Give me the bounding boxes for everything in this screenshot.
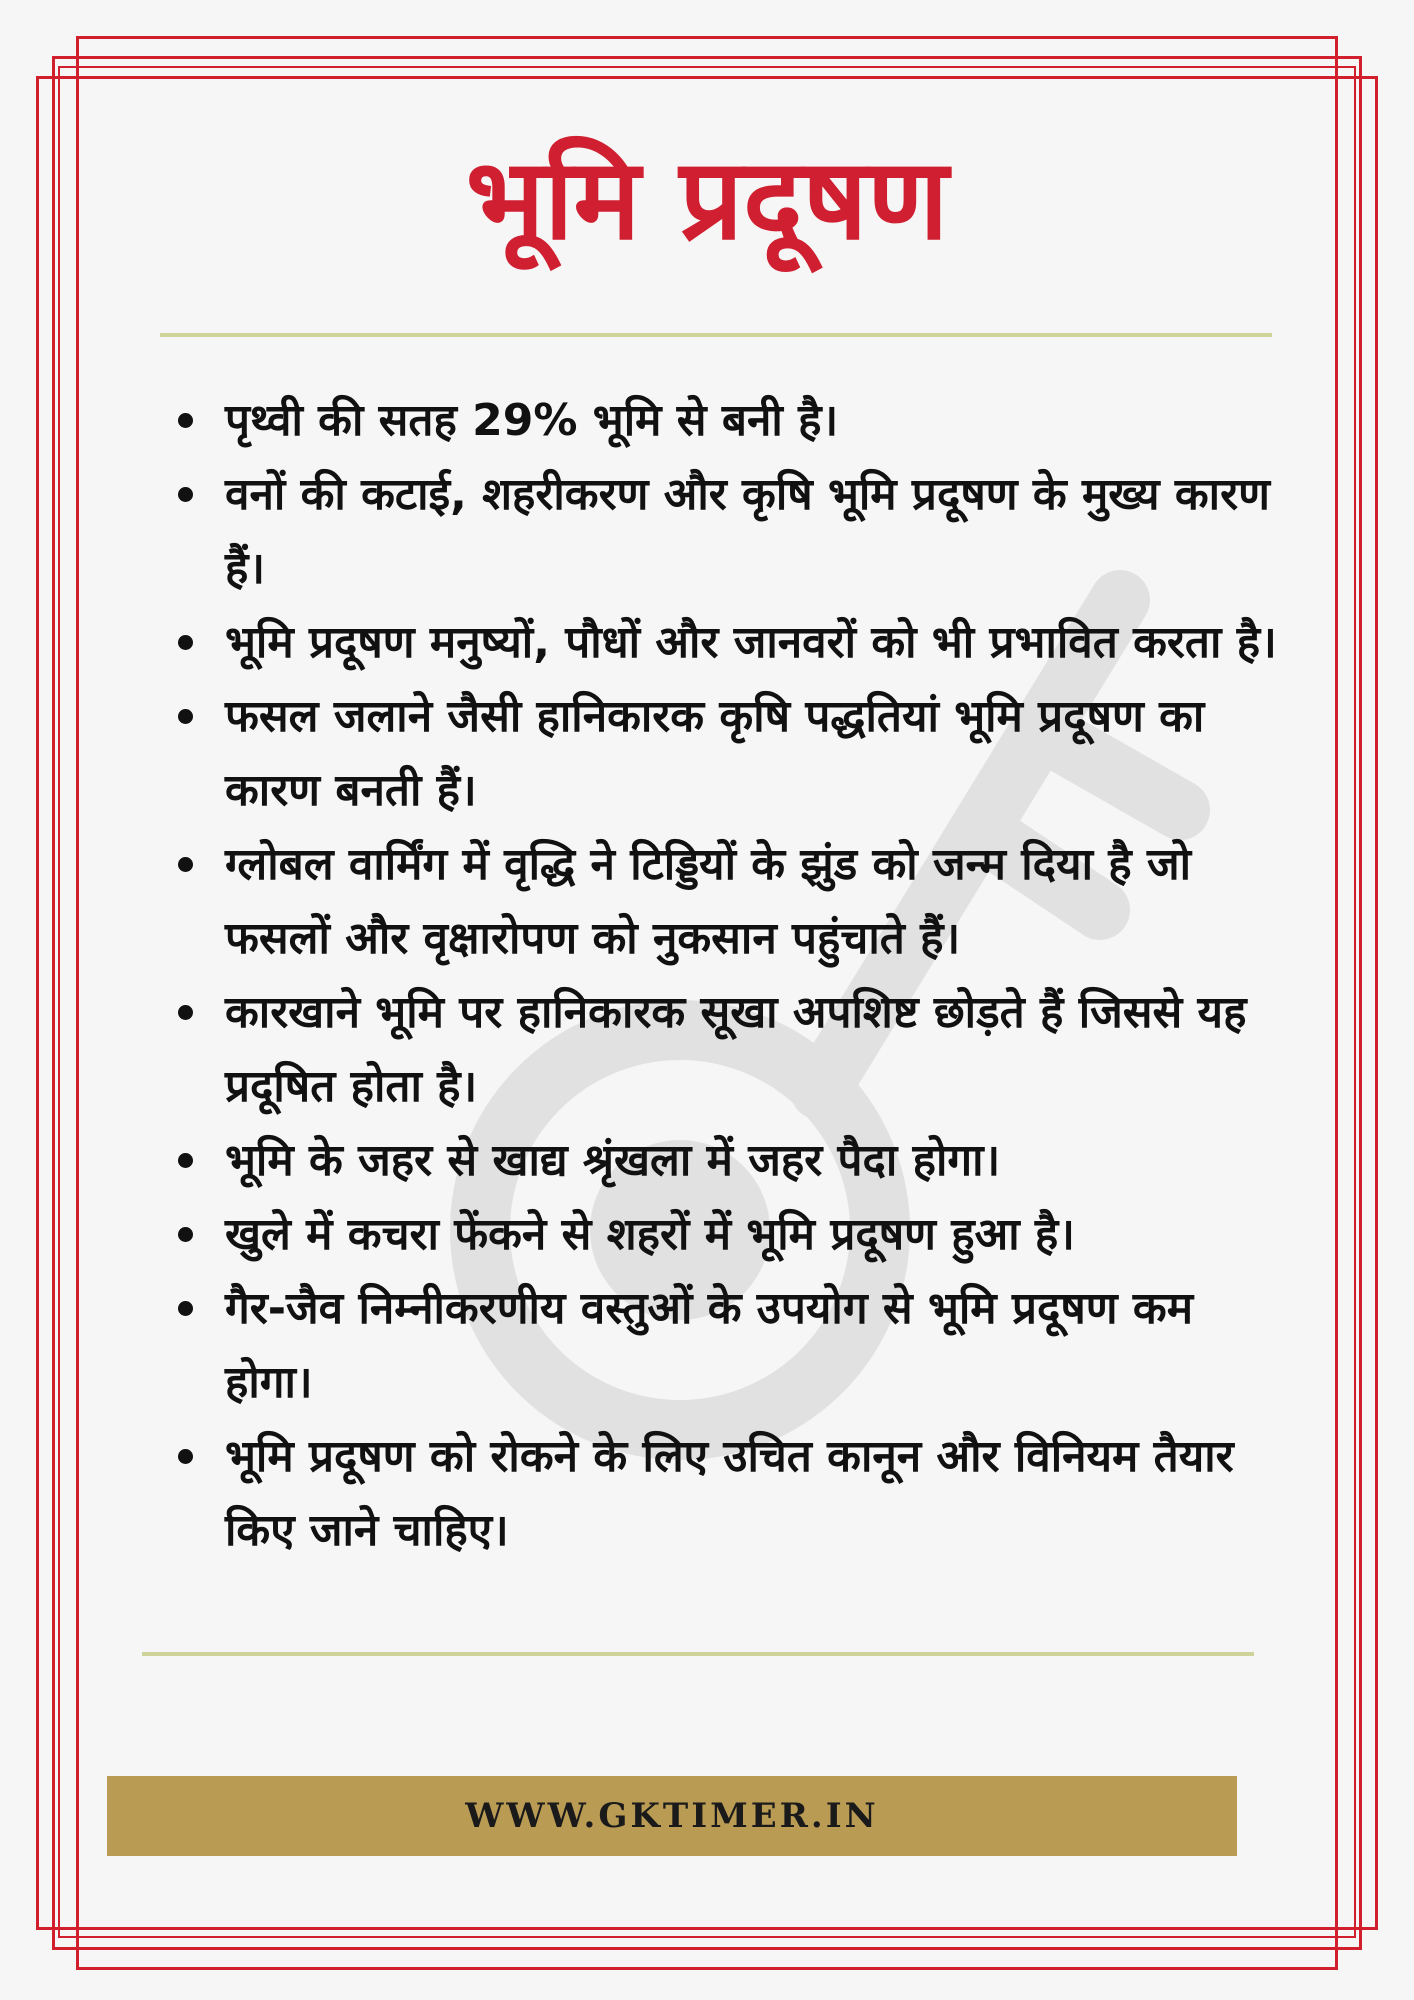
list-item-text: गैर-जैव निम्नीकरणीय वस्तुओं के उपयोग से भूमि प्रदूषण कम होगा। [225, 1283, 1194, 1408]
bullet-icon [178, 857, 193, 872]
list-item [175, 1420, 1295, 1568]
bullet-icon [178, 709, 193, 724]
list-item-text: फसल जलाने जैसी हानिकारक कृषि पद्धतियां भूमि प्रदूषण का कारण बनती हैं। [225, 691, 1205, 816]
title-divider [160, 333, 1272, 337]
bullet-icon [178, 1005, 193, 1020]
bullet-icon [178, 487, 193, 502]
bullet-icon [178, 1449, 193, 1464]
list-item [175, 976, 1295, 1124]
list-item [175, 384, 1295, 458]
list-item-text: कारखाने भूमि पर हानिकारक सूखा अपशिष्ट छोड़ते हैं जिससे यह प्रदूषित होता है। [225, 987, 1247, 1112]
footer-divider [142, 1652, 1254, 1656]
list-item-text: पृथ्वी की सतह 29% भूमि से बनी है। [225, 395, 839, 446]
bullet-icon [178, 1153, 193, 1168]
bullet-icon [178, 413, 193, 428]
bullet-icon [178, 1227, 193, 1242]
bullet-icon [178, 1301, 193, 1316]
list-item-text: भूमि के जहर से खाद्य श्रृंखला में जहर पैदा होगा। [225, 1135, 1001, 1186]
list-item [175, 680, 1295, 828]
bullet-icon [178, 635, 193, 650]
list-item [175, 1198, 1295, 1272]
list-item-text: भूमि प्रदूषण को रोकने के लिए उचित कानून और विनियम तैयार किए जाने चाहिए। [225, 1431, 1234, 1556]
footer-banner [107, 1776, 1237, 1856]
list-item [175, 828, 1295, 976]
list-item [175, 458, 1295, 606]
list-item-text: खुले में कचरा फेंकने से शहरों में भूमि प्रदूषण हुआ है। [225, 1209, 1075, 1260]
list-item [175, 1124, 1295, 1198]
point-list [175, 384, 1295, 1568]
list-item [175, 1272, 1295, 1420]
page-title: भूमि प्रदूषण [465, 135, 949, 265]
footer-url: WWW.GKTIMER.IN [465, 1796, 879, 1836]
list-item [175, 606, 1295, 680]
list-item-text: भूमि प्रदूषण मनुष्यों, पौधों और जानवरों को भी प्रभावित करता है। [225, 617, 1277, 668]
list-item-text: वनों की कटाई, शहरीकरण और कृषि भूमि प्रदूषण के मुख्य कारण हैं। [225, 469, 1270, 594]
list-item-text: ग्लोबल वार्मिंग में वृद्धि ने टिड्डियों के झुंड को जन्म दिया है जो फसलों और वृक्षारोपण को नुकसान पहुंचाते हैं। [225, 839, 1192, 964]
